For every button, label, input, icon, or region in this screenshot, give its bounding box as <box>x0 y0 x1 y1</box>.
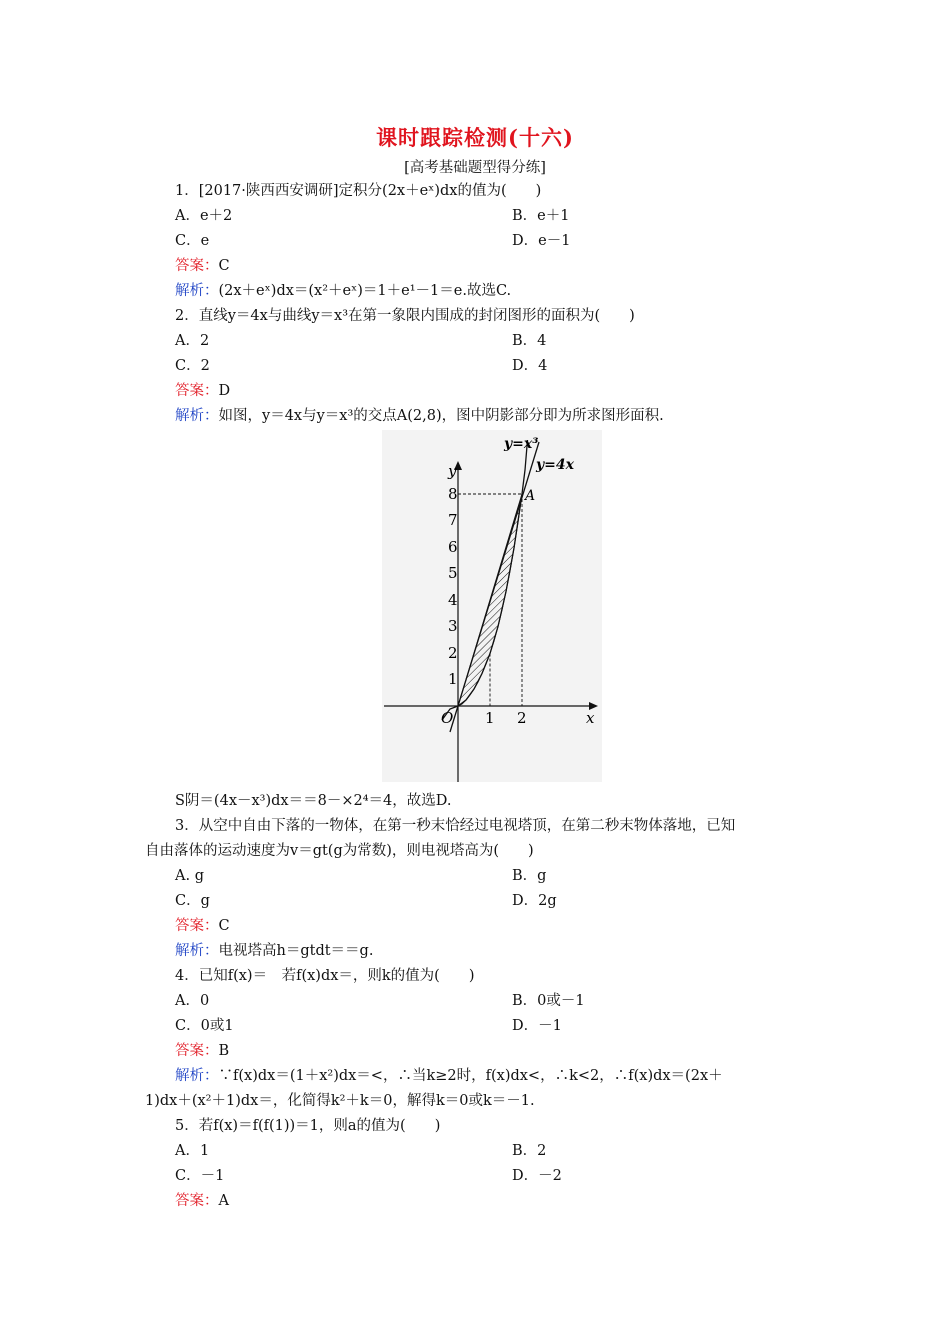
q3-option-a: A. g <box>175 868 204 884</box>
q2-option-a: A．2 <box>175 333 210 349</box>
point-a-label: A <box>525 488 536 504</box>
q2-option-c: C．2 <box>175 358 210 374</box>
answer-label: 答案： <box>175 1193 219 1209</box>
analysis-text: ∵f(x)dx＝(1＋x²)dx＝<，∴当k≥2时，f(x)dx<，∴k<2，∴f(x)dx＝(2x＋ <box>218 1068 723 1084</box>
q5-stem: 5．若f(x)＝f(f(1))＝1，则a的值为( ) <box>175 1118 441 1134</box>
analysis-label: 解析： <box>175 283 219 299</box>
section-subtitle: [高考基础题型得分练] <box>404 160 546 176</box>
page-title: 课时跟踪检测(十六) <box>376 125 574 150</box>
q1-analysis <box>175 281 511 301</box>
q4-analysis-line1 <box>175 1066 723 1086</box>
answer-value: D <box>218 383 231 399</box>
q3-option-c: C．g <box>175 893 210 909</box>
q4-option-d: D．－1 <box>512 1018 562 1034</box>
y-tick-2: 2 <box>448 644 458 662</box>
q4-analysis-line2: 1)dx＋(x²＋1)dx＝，化简得k²＋k＝0，解得k＝0或k＝－1. <box>145 1093 535 1109</box>
q4-answer <box>175 1041 229 1061</box>
q3-analysis <box>175 941 373 961</box>
y-tick-7: 7 <box>448 511 458 529</box>
analysis-text: 电视塔高h＝gtdt＝＝g. <box>218 943 374 959</box>
q1-answer <box>175 256 230 276</box>
q1-option-c: C．e <box>175 233 210 249</box>
answer-value: B <box>218 1043 230 1059</box>
q2-answer <box>175 381 230 401</box>
q2-stem: 2．直线y＝4x与曲线y＝x³在第一象限内围成的封闭图形的面积为( ) <box>175 308 635 324</box>
y-tick-5: 5 <box>448 564 458 582</box>
answer-label: 答案： <box>175 258 219 274</box>
origin-label: O <box>441 709 454 727</box>
q5-answer <box>175 1191 229 1211</box>
analysis-label: 解析： <box>175 1068 219 1084</box>
q3-option-b: B．g <box>512 868 547 884</box>
q1-option-b: B．e＋1 <box>512 208 570 224</box>
q1-stem: 1．[2017·陕西西安调研]定积分(2x＋eˣ)dx的值为( ) <box>175 183 542 199</box>
line-label: y=4x <box>536 457 574 473</box>
q4-option-b: B．0或－1 <box>512 993 585 1009</box>
analysis-label: 解析： <box>175 943 219 959</box>
q4-option-a: A．0 <box>175 993 210 1009</box>
y-tick-1: 1 <box>448 670 458 688</box>
y-axis-label: y <box>448 462 457 480</box>
answer-label: 答案： <box>175 1043 219 1059</box>
curve-label: y=x³ <box>504 436 539 452</box>
q1-option-a: A．e＋2 <box>175 208 233 224</box>
q3-option-d: D．2g <box>512 893 557 909</box>
y-tick-6: 6 <box>448 538 458 556</box>
q2-conclusion: S阴＝(4x－x³)dx＝＝8－×2⁴＝4，故选D. <box>175 793 452 809</box>
q5-option-a: A．1 <box>175 1143 210 1159</box>
q5-option-b: B．2 <box>512 1143 547 1159</box>
answer-value: C <box>218 258 230 274</box>
answer-label: 答案： <box>175 918 219 934</box>
y-tick-8: 8 <box>448 485 458 503</box>
x-axis-label: x <box>586 709 595 727</box>
q4-stem: 4．已知f(x)＝ 若f(x)dx＝，则k的值为( ) <box>175 968 475 984</box>
q2-analysis <box>175 406 664 426</box>
x-tick-1: 1 <box>485 709 495 727</box>
q3-stem-line2: 自由落体的运动速度为v＝gt(g为常数)，则电视塔高为( ) <box>145 843 534 859</box>
q3-answer <box>175 916 230 936</box>
q5-option-c: C．－1 <box>175 1168 225 1184</box>
q1-option-d: D．e－1 <box>512 233 571 249</box>
q4-option-c: C．0或1 <box>175 1018 234 1034</box>
answer-value: A <box>218 1193 229 1209</box>
q2-option-b: B．4 <box>512 333 547 349</box>
q5-option-d: D．－2 <box>512 1168 562 1184</box>
area-figure <box>382 430 602 782</box>
q3-stem-line1: 3．从空中自由下落的一物体，在第一秒末恰经过电视塔顶，在第二秒末物体落地，已知 <box>175 818 736 834</box>
analysis-text: (2x＋eˣ)dx＝(x²＋eˣ)＝1＋e¹－1＝e.故选C. <box>218 283 512 299</box>
answer-value: C <box>218 918 230 934</box>
analysis-text: 如图，y＝4x与y＝x³的交点A(2,8)，图中阴影部分即为所求图形面积. <box>218 408 664 424</box>
y-tick-3: 3 <box>448 617 458 635</box>
analysis-label: 解析： <box>175 408 219 424</box>
answer-label: 答案： <box>175 383 219 399</box>
y-tick-4: 4 <box>448 591 458 609</box>
q2-option-d: D．4 <box>512 358 548 374</box>
x-tick-2: 2 <box>517 709 527 727</box>
